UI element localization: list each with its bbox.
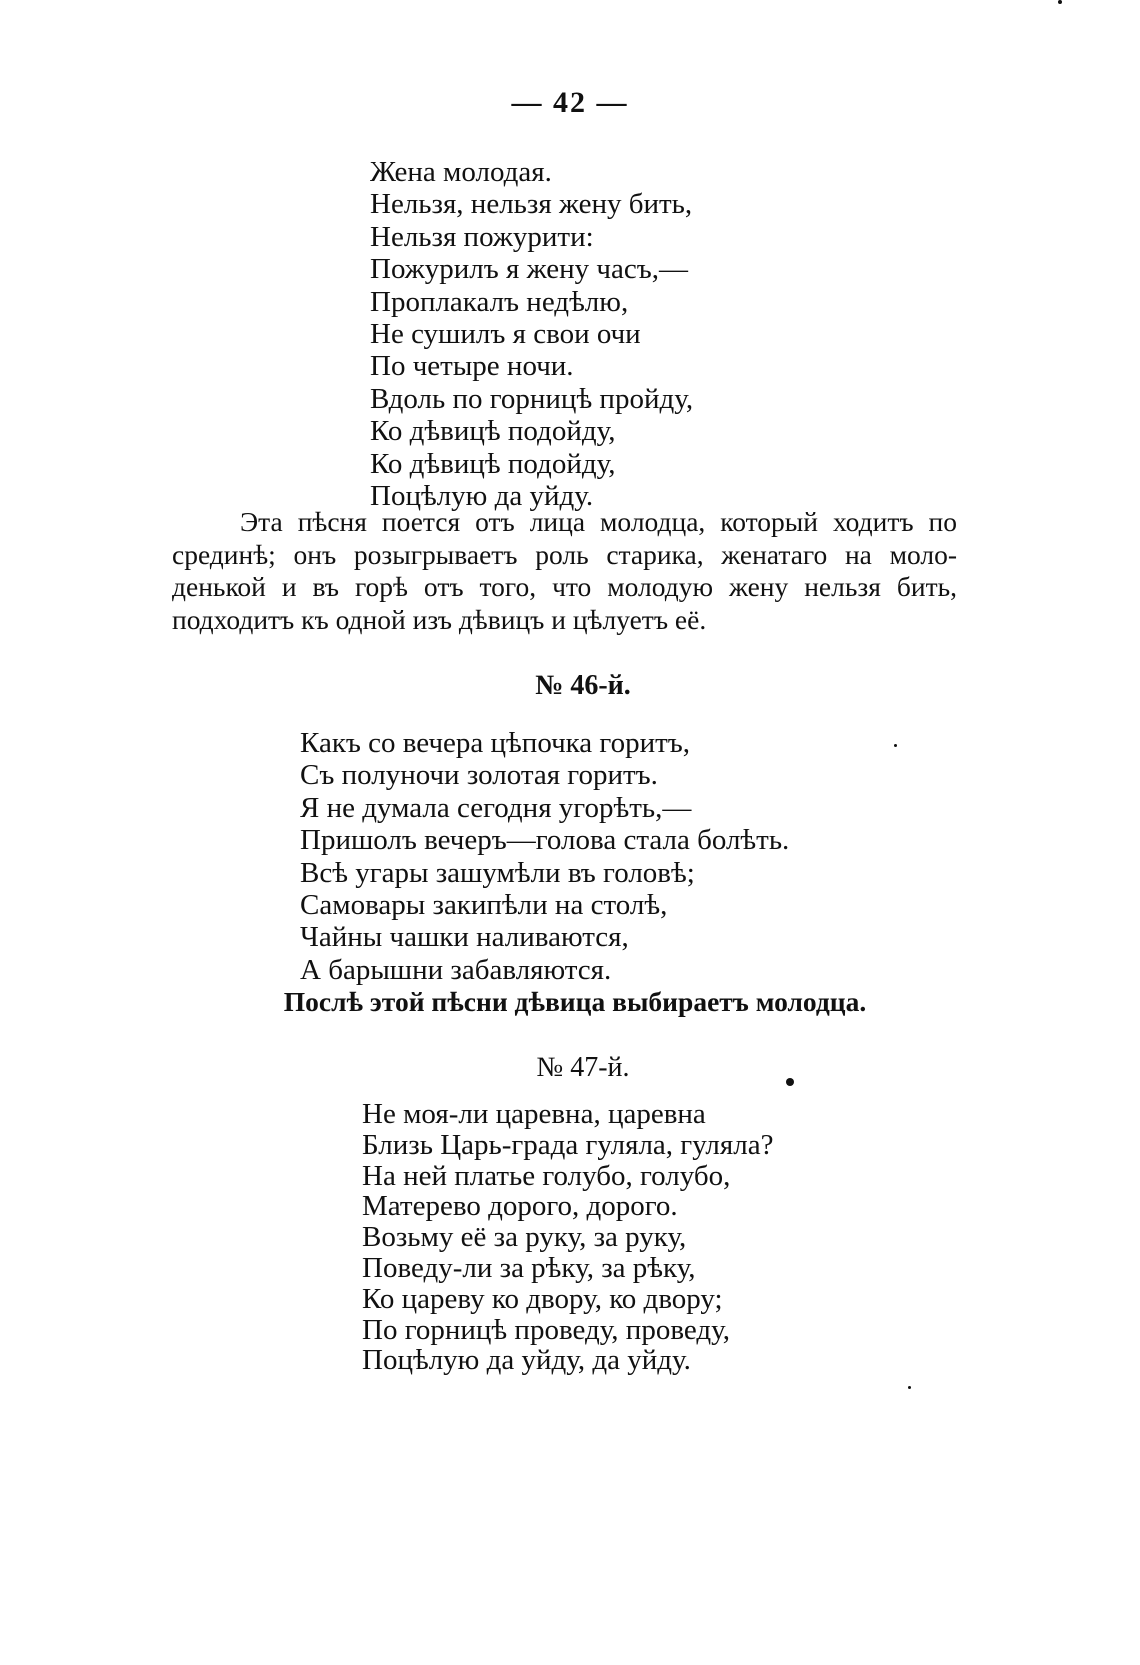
page-number: — 42 — <box>511 86 629 119</box>
verse-line: По четыре ночи. <box>370 350 574 383</box>
paragraph-line: подходитъ къ одной изъ дѣвицъ и цѣлуетъ её. <box>172 603 707 635</box>
paragraph-line: денькой и въ горѣ отъ того, что молодую жену нельзя бить, <box>172 571 957 602</box>
paragraph-line: Эта пѣсня поется отъ лица молодца, который ходитъ по <box>240 506 957 537</box>
verse-line: На ней платье голубо, голубо, <box>362 1159 731 1192</box>
verse-line: Поцѣлую да уйду. <box>370 479 594 512</box>
song-47-heading: № 47-й. <box>536 1052 630 1083</box>
verse-line: Самовары закипѣли на столѣ, <box>300 888 668 921</box>
verse-line: Поведу-ли за рѣку, за рѣку, <box>362 1251 696 1284</box>
verse-line: Не сушилъ я свои очи <box>370 317 641 350</box>
song-46-note: Послѣ этой пѣсни дѣвица выбираетъ молодца. <box>283 986 867 1017</box>
song-46-verse <box>300 727 789 986</box>
verse-line: Ко дѣвицѣ подойду, <box>370 447 616 480</box>
verse-line: Пожурилъ я жену часъ,— <box>370 253 688 286</box>
verse-line: А барышни забавляются. <box>300 953 612 986</box>
verse-line: Поцѣлую да уйду, да уйду. <box>362 1344 691 1377</box>
verse-line: По горницѣ проведу, проведу, <box>362 1313 730 1346</box>
verse-line: Нельзя, нельзя жену бить, <box>370 188 693 221</box>
song-46-heading: № 46-й. <box>535 670 631 701</box>
verse-line: Возьму её за руку, за руку, <box>362 1221 687 1254</box>
verse-line: Какъ со вечера цѣпочка горитъ, <box>300 727 691 759</box>
verse-line: Чайны чашки наливаются, <box>300 921 629 954</box>
ink-speck <box>1058 0 1062 4</box>
commentary-paragraph <box>172 506 957 636</box>
ink-speck <box>908 1386 911 1389</box>
verse-line: Проплакалъ недѣлю, <box>370 285 629 318</box>
ink-speck <box>786 1078 794 1086</box>
verse-line: Жена молодая. <box>370 156 552 188</box>
verse-line: Съ полуночи золотая горитъ. <box>300 759 658 792</box>
verse-line: Пришолъ вечеръ—голова стала болѣть. <box>300 824 790 857</box>
verse-line: Ко цареву ко двору, ко двору; <box>362 1282 723 1315</box>
ink-speck <box>894 744 897 747</box>
verse-line: Матерево дорого, дорого. <box>362 1190 678 1223</box>
verse-line: Не моя-ли царевна, царевна <box>362 1098 706 1130</box>
verse-line: Всѣ угары зашумѣли въ головѣ; <box>300 856 695 889</box>
song-47-verse <box>362 1099 773 1376</box>
verse-line: Близь Царь-града гуляла, гуляла? <box>362 1128 774 1161</box>
verse-line: Я не думала сегодня угорѣть,— <box>300 791 692 824</box>
paragraph-line: срединѣ; онъ розыгрываетъ роль старика, женатаго на моло- <box>172 538 957 570</box>
song-45-verse <box>370 156 693 512</box>
verse-line: Ко дѣвицѣ подойду, <box>370 415 616 448</box>
verse-line: Вдоль по горницѣ пройду, <box>370 382 694 415</box>
verse-line: Нельзя пожурити: <box>370 220 594 253</box>
